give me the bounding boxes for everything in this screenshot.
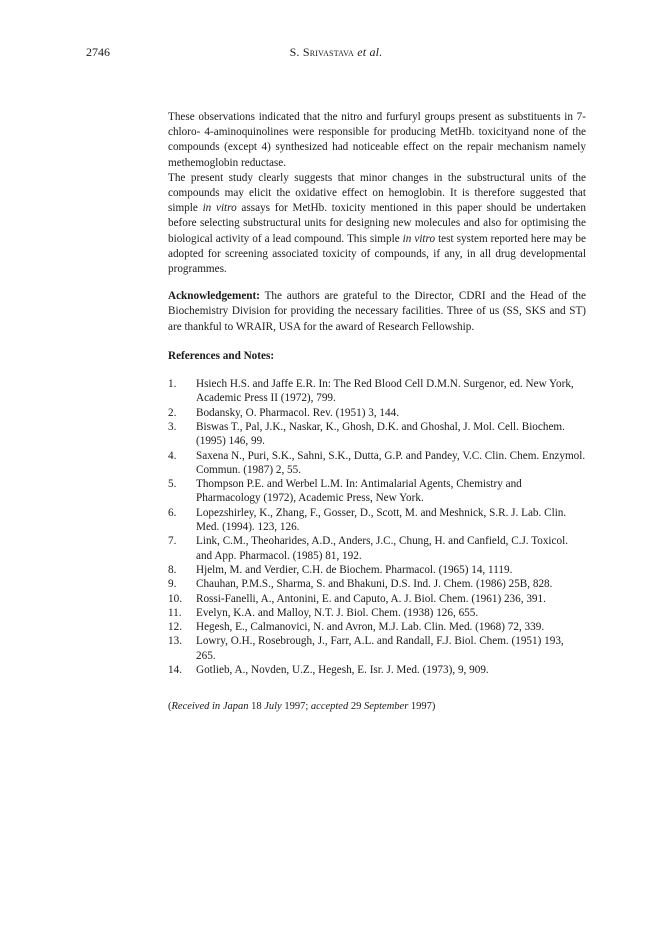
acknowledgement-heading: Acknowledgement: — [168, 290, 260, 303]
reference-number: 4. — [168, 449, 177, 462]
running-head-et-al: et al. — [354, 45, 383, 59]
reference-text: Lopezshirley, K., Zhang, F., Gosser, D., Scott, M. and Meshnick, S.R. J. Lab. Clin. Med. (1994). 123, 126. — [196, 506, 567, 534]
conclusion-text-c: test system reported here may be adopted for screening associated toxicity of compounds, if any, in all drug developmental programmes. — [168, 232, 586, 276]
received-month: July — [261, 701, 285, 713]
acknowledgement — [168, 289, 586, 335]
reference-text: Hegesh, E., Calmanovici, N. and Avron, M.J. Lab. Clin. Med. (1968) 72, 339. — [196, 621, 545, 634]
reference-number: 13. — [168, 635, 182, 648]
reference-text: Gotlieb, A., Novden, U.Z., Hegesh, E. Isr. J. Med. (1973), 9, 909. — [196, 663, 489, 676]
reference-item — [168, 449, 586, 478]
reference-item — [168, 592, 586, 606]
in-vitro-term-2: in vitro — [402, 232, 436, 245]
conclusion-text-b: assays for MetHb. toxicity mentioned in this paper should be undertaken before selecting substructural units for designing new molecules and also for optimising the biological activity of a lead compound. This simple — [168, 202, 586, 245]
reference-number: 12. — [168, 621, 182, 634]
reference-item — [168, 634, 586, 663]
reference-number: 11. — [168, 606, 182, 619]
reference-number: 1. — [168, 378, 177, 391]
paragraph-conclusion — [168, 171, 586, 277]
reference-item — [168, 663, 586, 677]
running-head-author-prefix: S. — [289, 45, 303, 59]
reference-number: 6. — [168, 506, 177, 519]
reference-text: Saxena N., Puri, S.K., Sahni, S.K., Dutta, G.P. and Pandey, V.C. Clin. Chem. Enzymol. Commun. (1987) 2, 55. — [196, 449, 586, 476]
reference-item — [168, 406, 586, 420]
reference-item — [168, 620, 586, 634]
reference-number: 8. — [168, 563, 177, 576]
reference-number: 2. — [168, 406, 177, 419]
running-head — [0, 45, 672, 60]
accepted-label: accepted — [310, 701, 349, 713]
reference-text: Hsiech H.S. and Jaffe E.R. In: The Red Blood Cell D.M.N. Surgenor, ed. New York, Academic Press II (1972), 799. — [196, 378, 574, 405]
reference-number: 3. — [168, 420, 177, 433]
article-content — [168, 110, 586, 714]
reference-text: Bodansky, O. Pharmacol. Rev. (1951) 3, 144. — [196, 406, 400, 419]
reference-text: Link, C.M., Theoharides, A.D., Anders, J.C., Chung, H. and Canfield, C.J. Toxicol. and App. Pharmacol. (1985) 81, 192. — [196, 535, 569, 562]
reference-item — [168, 377, 586, 406]
accepted-day: 29 — [348, 701, 364, 713]
references-heading: References and Notes: — [168, 349, 275, 362]
reference-text: Evelyn, K.A. and Malloy, N.T. J. Biol. Chem. (1938) 126, 655. — [196, 606, 479, 619]
accepted-year: 1997) — [408, 701, 436, 713]
reference-text: Rossi-Fanelli, A., Antonini, E. and Caputo, A. J. Biol. Chem. (1961) 236, 391. — [196, 592, 546, 605]
received-year: 1997; — [284, 701, 311, 713]
received-open-paren: ( — [168, 701, 172, 713]
reference-text: Chauhan, P.M.S., Sharma, S. and Bhakuni, D.S. Ind. J. Chem. (1986) 25B, 828. — [196, 578, 553, 591]
received-label: Received in — [171, 701, 221, 713]
reference-text: Thompson P.E. and Werbel L.M. In: Antimalarial Agents, Chemistry and Pharmacology (1972), Academic Press, New York. — [196, 478, 522, 505]
reference-item — [168, 477, 586, 506]
reference-number: 9. — [168, 578, 177, 591]
reference-number: 14. — [168, 663, 182, 676]
running-head-author-name: Srivastava — [302, 45, 355, 59]
conclusion-text-a: The present study clearly suggests that minor changes in the substructural units of the compounds may elicit the oxidative effect on hemoglobin. It is therefore suggested that simple — [168, 171, 586, 215]
reference-item — [168, 577, 586, 591]
received-country: Japan — [220, 701, 252, 713]
received-day: 18 — [251, 701, 262, 713]
acknowledgement-text: The authors are grateful to the Director, CDRI and the Head of the Biochemistry Division for providing the necessary facilities. Three of us (SS, SKS and ST) are thankful to WRAIR, USA for the award of Research Fellowship. — [168, 290, 586, 333]
received-accepted-note — [168, 699, 586, 714]
reference-number: 5. — [168, 478, 177, 491]
reference-item — [168, 420, 586, 449]
page-number: 2746 — [86, 45, 110, 59]
reference-item — [168, 563, 586, 577]
accepted-month: September — [363, 701, 409, 713]
reference-text: Lowry, O.H., Rosebrough, J., Farr, A.L. and Randall, F.J. Biol. Chem. (1951) 193, 265. — [196, 635, 564, 662]
reference-number: 7. — [168, 535, 177, 548]
reference-text: Hjelm, M. and Verdier, C.H. de Biochem. Pharmacol. (1965) 14, 1119. — [196, 563, 513, 576]
reference-item — [168, 606, 586, 620]
reference-list — [168, 377, 586, 677]
reference-item — [168, 506, 586, 535]
in-vitro-term-1: in vitro — [202, 202, 237, 215]
reference-text: Biswas T., Pal, J.K., Naskar, K., Ghosh, D.K. and Ghoshal, J. Mol. Cell. Biochem. (1995) 146, 99. — [196, 420, 565, 448]
reference-number: 10. — [168, 592, 182, 605]
reference-item — [168, 534, 586, 563]
paragraph-observations: These observations indicated that the nitro and furfuryl groups present as substituents in 7-chloro- 4-aminoquinolines were responsible for producing MetHb. toxicityand none of the compounds (except 4) synthesized had noticeable effect on the repair mechanism namely methemoglobin reductase. — [168, 111, 586, 169]
